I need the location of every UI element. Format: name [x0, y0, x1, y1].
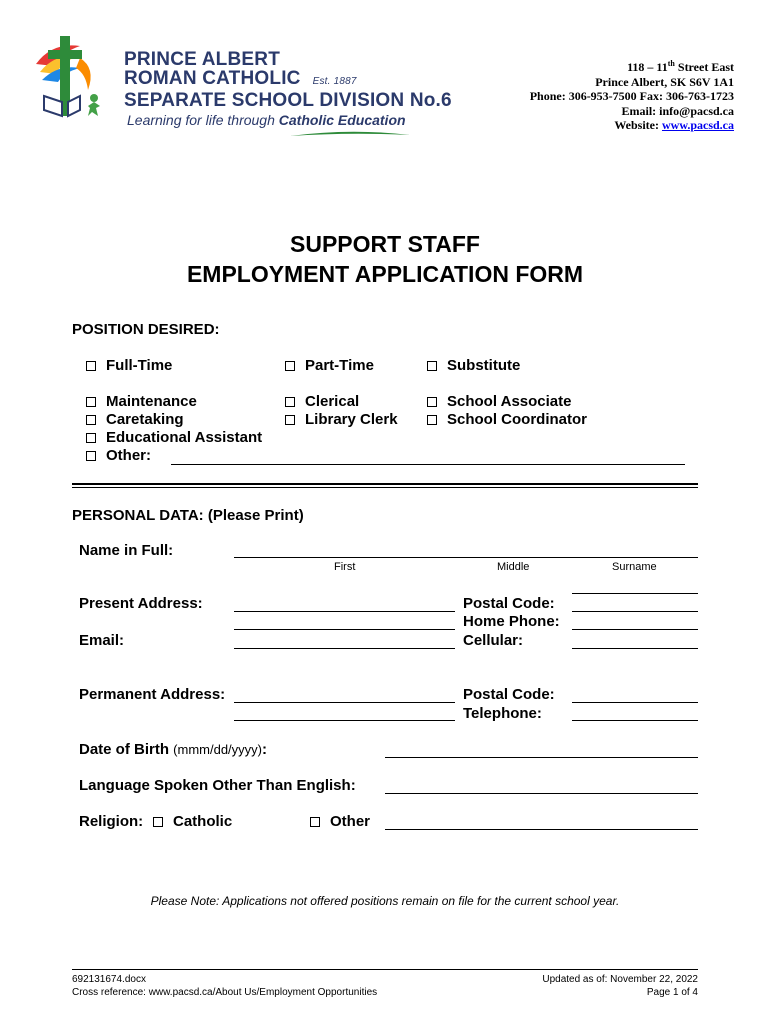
form-title-line2: EMPLOYMENT APPLICATION FORM — [186, 261, 584, 287]
first-caption: First — [334, 561, 356, 573]
dob-line[interactable] — [385, 757, 698, 758]
permanent-address-line1[interactable] — [234, 702, 455, 703]
present-address-label: Present Address: — [79, 595, 203, 612]
org-name — [124, 50, 452, 110]
option-clerical[interactable]: Clerical — [285, 393, 359, 410]
checkbox[interactable] — [427, 361, 437, 371]
other-position-line[interactable] — [171, 464, 685, 465]
address-block — [530, 57, 734, 133]
form-title — [0, 229, 770, 289]
form-title-line1: SUPPORT STAFF — [290, 231, 480, 257]
checkbox[interactable] — [285, 361, 295, 371]
permanent-address-line2[interactable] — [234, 720, 455, 721]
checkbox[interactable] — [86, 415, 96, 425]
option-library-clerk[interactable]: Library Clerk — [285, 411, 398, 428]
email-line[interactable] — [234, 648, 455, 649]
option-maintenance[interactable]: Maintenance — [86, 393, 197, 410]
cellular-line[interactable] — [572, 648, 698, 649]
address-phone: Phone: 306-953-7500 Fax: 306-763-1723 — [529, 89, 734, 103]
postal-code2-line[interactable] — [572, 702, 698, 703]
address-street: 118 – 11th Street East — [627, 59, 734, 74]
surname-extra-line[interactable] — [572, 593, 698, 594]
footer-right — [542, 973, 698, 999]
checkbox[interactable] — [86, 433, 96, 443]
name-line[interactable] — [234, 557, 698, 558]
option-part-time[interactable]: Part-Time — [285, 357, 374, 374]
address-city: Prince Albert, SK S6V 1A1 — [595, 74, 734, 89]
religion-label: Religion: — [79, 813, 144, 830]
footer-rule — [72, 969, 698, 970]
option-substitute[interactable]: Substitute — [427, 357, 520, 374]
religion-other-line[interactable] — [385, 829, 698, 830]
postal-code-label: Postal Code: — [463, 595, 555, 612]
checkbox[interactable] — [285, 415, 295, 425]
option-caretaking[interactable]: Caretaking — [86, 411, 184, 428]
present-address-line2[interactable] — [234, 629, 455, 630]
footer-file: 692131674.docx — [72, 974, 146, 985]
checkbox[interactable] — [153, 817, 163, 827]
postal-code2-label: Postal Code: — [463, 686, 555, 703]
telephone-line[interactable] — [572, 720, 698, 721]
checkbox[interactable] — [86, 361, 96, 371]
checkbox[interactable] — [310, 817, 320, 827]
home-phone-label: Home Phone: — [463, 613, 560, 630]
middle-caption: Middle — [497, 561, 530, 573]
dob-label: Date of Birth (mmm/dd/yyyy): — [79, 741, 268, 758]
checkbox[interactable] — [427, 415, 437, 425]
checkbox[interactable] — [86, 451, 96, 461]
org-name-line3: SEPARATE SCHOOL DIVISION No.6 — [124, 90, 452, 111]
note: Please Note: Applications not offered positions remain on file for the current school year. — [150, 894, 620, 908]
religion-other[interactable]: Other — [310, 813, 370, 830]
tagline-swoosh — [290, 130, 410, 138]
section-divider-thin — [72, 487, 698, 488]
option-full-time[interactable]: Full-Time — [86, 357, 172, 374]
tagline: Learning for life through Catholic Education — [127, 112, 406, 128]
checkbox[interactable] — [86, 397, 96, 407]
name-label: Name in Full: — [79, 542, 174, 559]
surname-caption: Surname — [612, 561, 657, 573]
postal-code-line[interactable] — [572, 611, 698, 612]
checkbox[interactable] — [285, 397, 295, 407]
permanent-address-label: Permanent Address: — [79, 686, 226, 703]
position-heading: POSITION DESIRED: — [72, 321, 220, 338]
section-divider — [72, 483, 698, 485]
option-educational-assistant[interactable]: Educational Assistant — [86, 429, 262, 446]
option-school-associate[interactable]: School Associate — [427, 393, 571, 410]
option-school-coordinator[interactable]: School Coordinator — [427, 411, 587, 428]
dob-format: (mmm/dd/yyyy) — [173, 742, 263, 757]
address-website: Website: www.pacsd.ca — [614, 118, 734, 132]
org-name-line2: ROMAN CATHOLIC Est. 1887 — [124, 68, 357, 89]
cellular-label: Cellular: — [463, 632, 524, 649]
org-name-line1: PRINCE ALBERT — [124, 49, 281, 70]
option-other[interactable]: Other: — [86, 447, 151, 464]
checkbox[interactable] — [427, 397, 437, 407]
religion-catholic[interactable]: Catholic — [153, 813, 232, 830]
personal-heading: PERSONAL DATA: (Please Print) — [72, 507, 304, 524]
footer-left — [72, 973, 377, 999]
school-division-logo — [32, 34, 104, 120]
address-email: Email: info@pacsd.ca — [621, 103, 734, 118]
language-line[interactable] — [385, 793, 698, 794]
footer-crossref: Cross reference: www.pacsd.ca/About Us/Employment Opportunities — [72, 987, 378, 998]
email-label: Email: — [79, 632, 125, 649]
language-label: Language Spoken Other Than English: — [79, 777, 356, 794]
telephone-label: Telephone: — [463, 705, 542, 722]
footer-page: Page 1 of 4 — [646, 987, 698, 998]
home-phone-line[interactable] — [572, 629, 698, 630]
footer-updated: Updated as of: November 22, 2022 — [542, 974, 698, 985]
present-address-line1[interactable] — [234, 611, 455, 612]
org-est: Est. 1887 — [312, 76, 357, 87]
website-link[interactable]: www.pacsd.ca — [661, 118, 734, 132]
